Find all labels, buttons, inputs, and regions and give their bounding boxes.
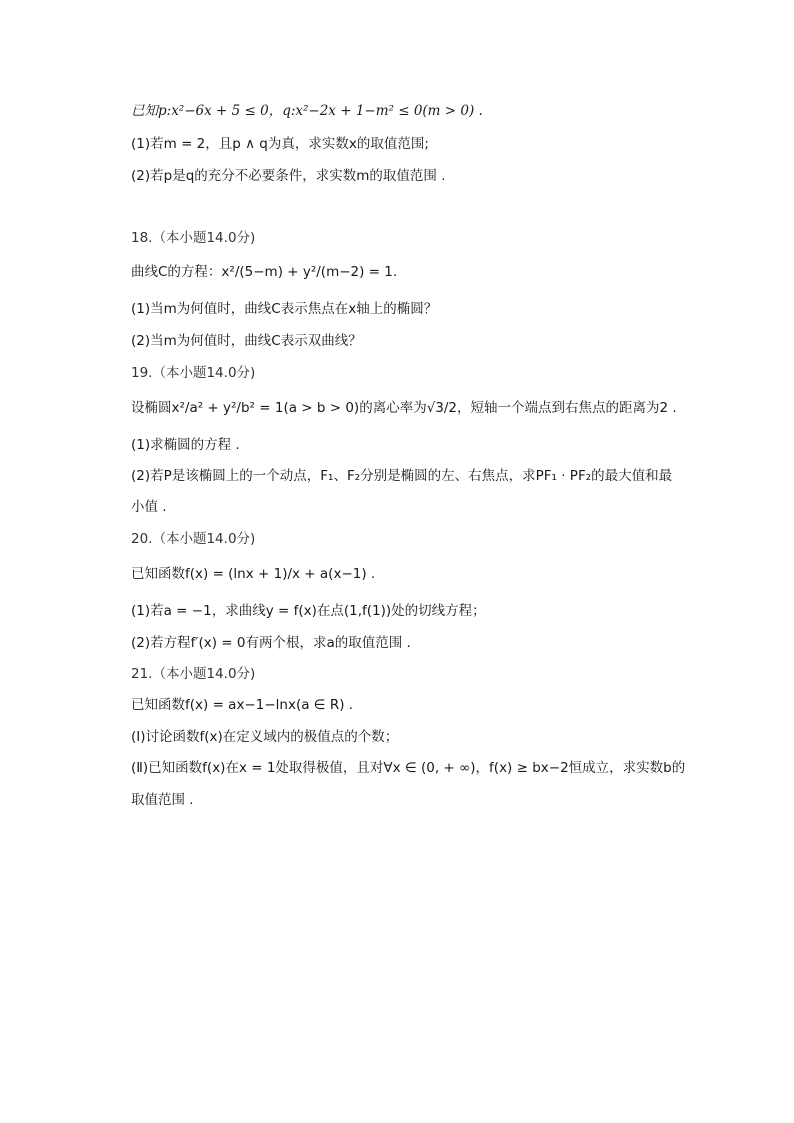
problem-21-part-2-cont: 取值范围 . xyxy=(131,792,194,808)
problem-17-condition: 已知p:x²−6x + 5 ≤ 0，q:x²−2x + 1−m² ≤ 0(m > 0) . xyxy=(131,103,483,119)
problem-17-part-1: (1)若m = 2，且p ∧ q为真，求实数x的取值范围; xyxy=(131,136,429,152)
problem-17-part-2: (2)若p是q的充分不必要条件，求实数m的取值范围 . xyxy=(131,168,446,184)
problem-20-part-2: (2)若方程f′(x) = 0有两个根，求a的取值范围 . xyxy=(131,635,411,651)
problem-19-statement: 设椭圆x²/a² + y²/b² = 1(a > b > 0)的离心率为√3/2，短轴一个端点到右焦点的距离为2 . xyxy=(131,400,677,416)
problem-18-equation: 曲线C的方程：x²/(5−m) + y²/(m−2) = 1. xyxy=(131,264,398,280)
problem-21-function: 已知函数f(x) = ax−1−lnx(a ∈ R) . xyxy=(131,697,354,713)
problem-21-header: 21.（本小题14.0分) xyxy=(131,666,256,682)
problem-21-part-2: (Ⅱ)已知函数f(x)在x = 1处取得极值，且对∀x ∈ (0, + ∞)，f(x) ≥ bx−2恒成立，求实数b的 xyxy=(131,760,686,776)
problem-20-part-1: (1)若a = −1，求曲线y = f(x)在点(1,f(1))处的切线方程； xyxy=(131,603,486,619)
problem-19-part-2-cont: 小值 . xyxy=(131,499,167,515)
problem-18-part-2: (2)当m为何值时，曲线C表示双曲线？ xyxy=(131,333,362,349)
problem-19-part-1: (1)求椭圆的方程 . xyxy=(131,437,240,453)
problem-20-function: 已知函数f(x) = (lnx + 1)/x + a(x−1) . xyxy=(131,566,376,582)
problem-19-part-2: (2)若P是该椭圆上的一个动点，F₁、F₂分别是椭圆的左、右焦点，求PF₁ · PF₂的最大值和最 xyxy=(131,468,673,484)
problem-20-header: 20.（本小题14.0分) xyxy=(131,531,256,547)
problem-21-part-1: (Ⅰ)讨论函数f(x)在定义域内的极值点的个数； xyxy=(131,729,399,745)
problem-18-header: 18.（本小题14.0分) xyxy=(131,230,256,246)
problem-18-part-1: (1)当m为何值时，曲线C表示焦点在x轴上的椭圆？ xyxy=(131,301,438,317)
problem-19-header: 19.（本小题14.0分) xyxy=(131,365,256,381)
